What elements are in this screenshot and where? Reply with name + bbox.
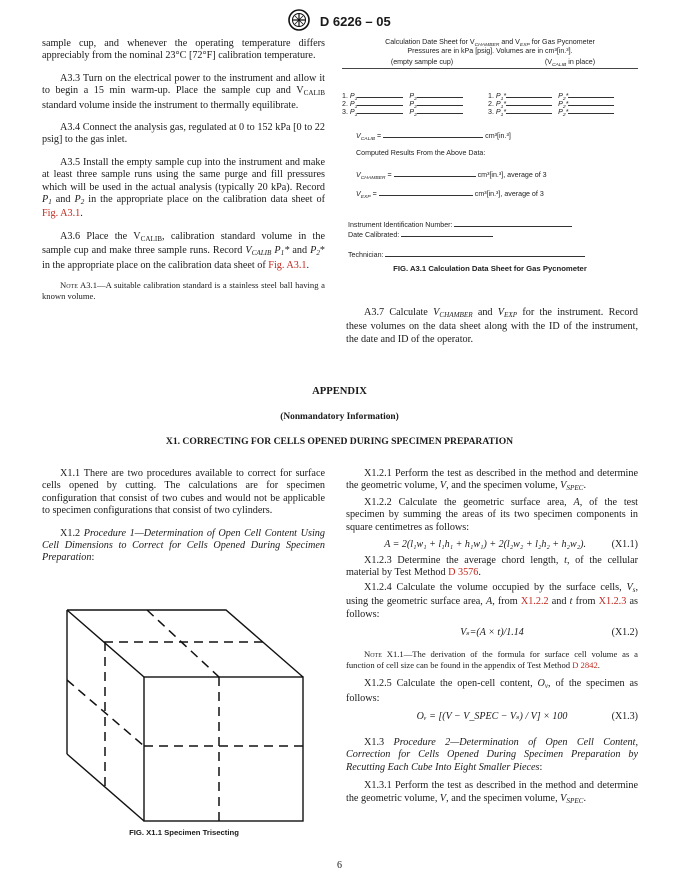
specimen-trisecting-cube-diagram xyxy=(55,600,313,825)
calc-sheet-divider xyxy=(342,68,638,69)
calculation-data-sheet xyxy=(342,38,638,278)
paragraph-a37: A3.7 Calculate $V_{CHAMBER}$ and $V_{EXP}$ for the instrument. Record these volumes on the data sheet along with the ID of the instrument, the date and ID of the operator. xyxy=(346,307,638,345)
fig-a31-caption: FIG. A3.1 Calculation Data Sheet for Gas Pycnometer xyxy=(393,264,587,273)
calc-sheet-subtitle: Pressures are in kPa [psig]. Volumes are in cm³[in.³]. xyxy=(407,47,573,55)
paragraph-x12: X1.2 Procedure 1—Determination of Open Cell Content Using Cell Dimensions to Correct for Cells Opened During Specimen Preparation: xyxy=(42,527,325,564)
fig-a31-link[interactable]: Fig. A3.1 xyxy=(268,259,307,271)
p1-symbol: P xyxy=(349,92,355,100)
astm-logo-icon xyxy=(288,9,310,34)
p2-blank[interactable] xyxy=(417,106,463,114)
p2-star-blank[interactable] xyxy=(568,106,614,114)
note-a31: Note A3.1—A suitable calibration standard is a stainless steel ball having a known volume. xyxy=(42,280,325,301)
vcalib-blank[interactable] xyxy=(383,130,483,138)
vcalib-row: 3. $P_1*$ $P_2*$ xyxy=(488,106,614,120)
technician-blank[interactable] xyxy=(385,249,585,257)
date-calibrated-blank[interactable] xyxy=(401,229,493,237)
paragraph-x124: X1.2.4 Calculate the volume occupied by the surface cells, $V_s$, using the geometric surface area, A, from X1.2.2 and t from X1.2.3 as follows: xyxy=(346,581,638,620)
equation-x1-2: Vₛ=(A × t)/1.14 (X1.2) xyxy=(460,627,638,639)
vcalib-row: 1. $P_1*$ $P_2*$ xyxy=(488,90,614,104)
technician-field: Technician: xyxy=(348,249,585,260)
p1-star-blank[interactable] xyxy=(506,90,552,98)
paragraph-x121: X1.2.1 Perform the test as described in the method and determine the geometric volume, V, and the specimen volume, $V_{SPEC}$. xyxy=(346,468,638,493)
equation-x1-1: A = 2(l₁w₁ + l₁h₁ + h₁w₁) + 2(l₂w₂ + l₂h₂ + h₂w₂). (X1.1) xyxy=(384,539,638,551)
date-calibrated-field: Date Calibrated: xyxy=(348,229,493,240)
empty-cup-row: 1. $P_1$ $P_2$ xyxy=(342,90,463,104)
paragraph-x11: X1.1 There are two procedures available to correct for surface cells opened by cutting. The calculations are for specimen configuration that consist of two cubes and would not be applicable to specimen configurations that consist of two cylinders. xyxy=(42,468,325,517)
paragraph-a34: A3.4 Connect the analysis gas, regulated at 0 to 152 kPa [0 to 22 psig] to the gas inlet. xyxy=(42,122,325,146)
note-x11: Note X1.1—The derivation of the formula for surface cell volume as a function of cell size can be found in the appendix of Test Method D 2842. xyxy=(346,649,638,670)
equation-x1-3: Oᵥ = [(V − V_SPEC − Vₛ) / V] × 100 (X1.3) xyxy=(416,711,638,723)
vchamber-blank[interactable] xyxy=(394,169,476,177)
vexp-field: $V_{EXP} = cm^3[in.^3]$, average of 3 xyxy=(356,190,544,200)
row-number: 1. xyxy=(342,92,348,100)
x123-link[interactable]: X1.2.3 xyxy=(598,596,627,608)
document-designation: D 6226 – 05 xyxy=(319,14,391,29)
d3576-link[interactable]: D 3576 xyxy=(448,567,479,579)
fig-a31-link[interactable]: Fig. A3.1 xyxy=(42,208,81,220)
figure-x1-1 xyxy=(55,600,313,840)
column-header-empty-cup: (empty sample cup) xyxy=(390,58,454,66)
p1-blank[interactable] xyxy=(357,106,403,114)
instrument-id-blank[interactable] xyxy=(454,219,572,227)
computed-results-label: Computed Results From the Above Data: xyxy=(356,149,486,157)
vcalib-row: 2. $P_1*$ $P_2*$ xyxy=(488,98,614,112)
p1-symbol: P xyxy=(349,100,355,108)
right-column-bottom xyxy=(346,468,638,807)
p2-star-blank[interactable] xyxy=(568,90,614,98)
vchamber-field: $V_{CHAMBER} = cm^3[in.^3]$, average of 3 xyxy=(356,171,547,181)
d2842-link[interactable]: D 2842 xyxy=(572,659,598,670)
p2-blank[interactable] xyxy=(417,98,463,106)
paragraph-x13: X1.3 Procedure 2—Determination of Open Cell Content, Correction for Cells Opened During Specimen Preparation by Recutting Each Cube Into Eight Smaller Pieces: xyxy=(346,737,638,773)
p1-blank[interactable] xyxy=(357,98,403,106)
p2-blank[interactable] xyxy=(417,90,463,98)
left-column-top xyxy=(42,38,325,301)
p1-star-blank[interactable] xyxy=(506,98,552,106)
section-x1-heading: X1. CORRECTING FOR CELLS OPENED DURING SPECIMEN PREPARATION xyxy=(165,436,514,447)
p2-star-blank[interactable] xyxy=(568,98,614,106)
fig-x1-1-caption: FIG. X1.1 Specimen Trisecting xyxy=(129,828,239,837)
paragraph-a36: A3.6 Place the $V_{CALIB}$, calibration standard volume in the sample cup and make three sample runs. Record $V_{CALIB}$ $P_1*$ and $P_2*$ in the appropriate place on the calibration data sheet of Fig. A3.1. xyxy=(42,230,325,271)
appendix-subtitle: (Nonmandatory Information) xyxy=(280,412,399,422)
vcalib-field: $V_{CALIB} = cm^3[in.^3]$ xyxy=(356,132,511,142)
paragraph-x122: X1.2.2 Calculate the geometric surface area, A, of the test specimen by summing the areas of its two specimen components in square centimetres as follows: xyxy=(346,496,638,533)
left-column-bottom xyxy=(42,468,325,565)
empty-cup-row: 2. $P_1$ $P_2$ xyxy=(342,98,463,112)
paragraph-x125: X1.2.5 Calculate the open-cell content, $O_v$, of the specimen as follows: xyxy=(346,678,639,704)
instrument-id-field: Instrument Identification Number: xyxy=(348,219,572,230)
column-header-vcalib: ($V_{CALIB}$ in place) xyxy=(544,58,596,68)
row-number: 3. xyxy=(342,108,348,116)
x122-link[interactable]: X1.2.2 xyxy=(520,596,549,608)
paragraph-x123: X1.2.3 Determine the average chord length, t, of the cellular material by Test Method D 3576. xyxy=(346,555,639,579)
paragraph-x131: X1.3.1 Perform the test as described in the method and determine the geometric volume, V, and the specimen volume, $V_{SPEC}$. xyxy=(346,780,638,805)
right-column-top xyxy=(346,307,638,346)
p1-symbol: P xyxy=(349,108,355,116)
appendix-title: APPENDIX xyxy=(312,386,367,397)
paragraph-a33: A3.3 Turn on the electrical power to the instrument and allow it to begin a 15 min warm-up. Place the sample cup and $V_{CALIB}$ standard volume inside the instrument to thermally equilibrate. xyxy=(42,72,325,111)
page-number: 6 xyxy=(337,860,342,871)
p1-star-blank[interactable] xyxy=(506,106,552,114)
empty-cup-row: 3. $P_1$ $P_2$ xyxy=(342,106,463,120)
vexp-blank[interactable] xyxy=(379,188,473,196)
calc-sheet-title: Calculation Date Sheet for $V_{CHAMBER}$ and $V_{EXP}$ for Gas Pycnometer xyxy=(385,38,595,48)
row-number: 2. xyxy=(342,100,348,108)
paragraph-a35: A3.5 Install the empty sample cup into the instrument and make at least three sample runs using the same purge and fill pressures which will be used in the actual analysis (typically 20 kPa). Record $P_1$ and $P_2$ in the appropriate place on the calibration data sheet of Fig. A3.1. xyxy=(42,156,325,220)
page-header xyxy=(0,9,679,34)
p1-blank[interactable] xyxy=(357,90,403,98)
paragraph-a32-continued: sample cup, and whenever the operating temperature differs appreciably from the nominal 23°C [72°F] calibration temperature. xyxy=(42,38,325,62)
